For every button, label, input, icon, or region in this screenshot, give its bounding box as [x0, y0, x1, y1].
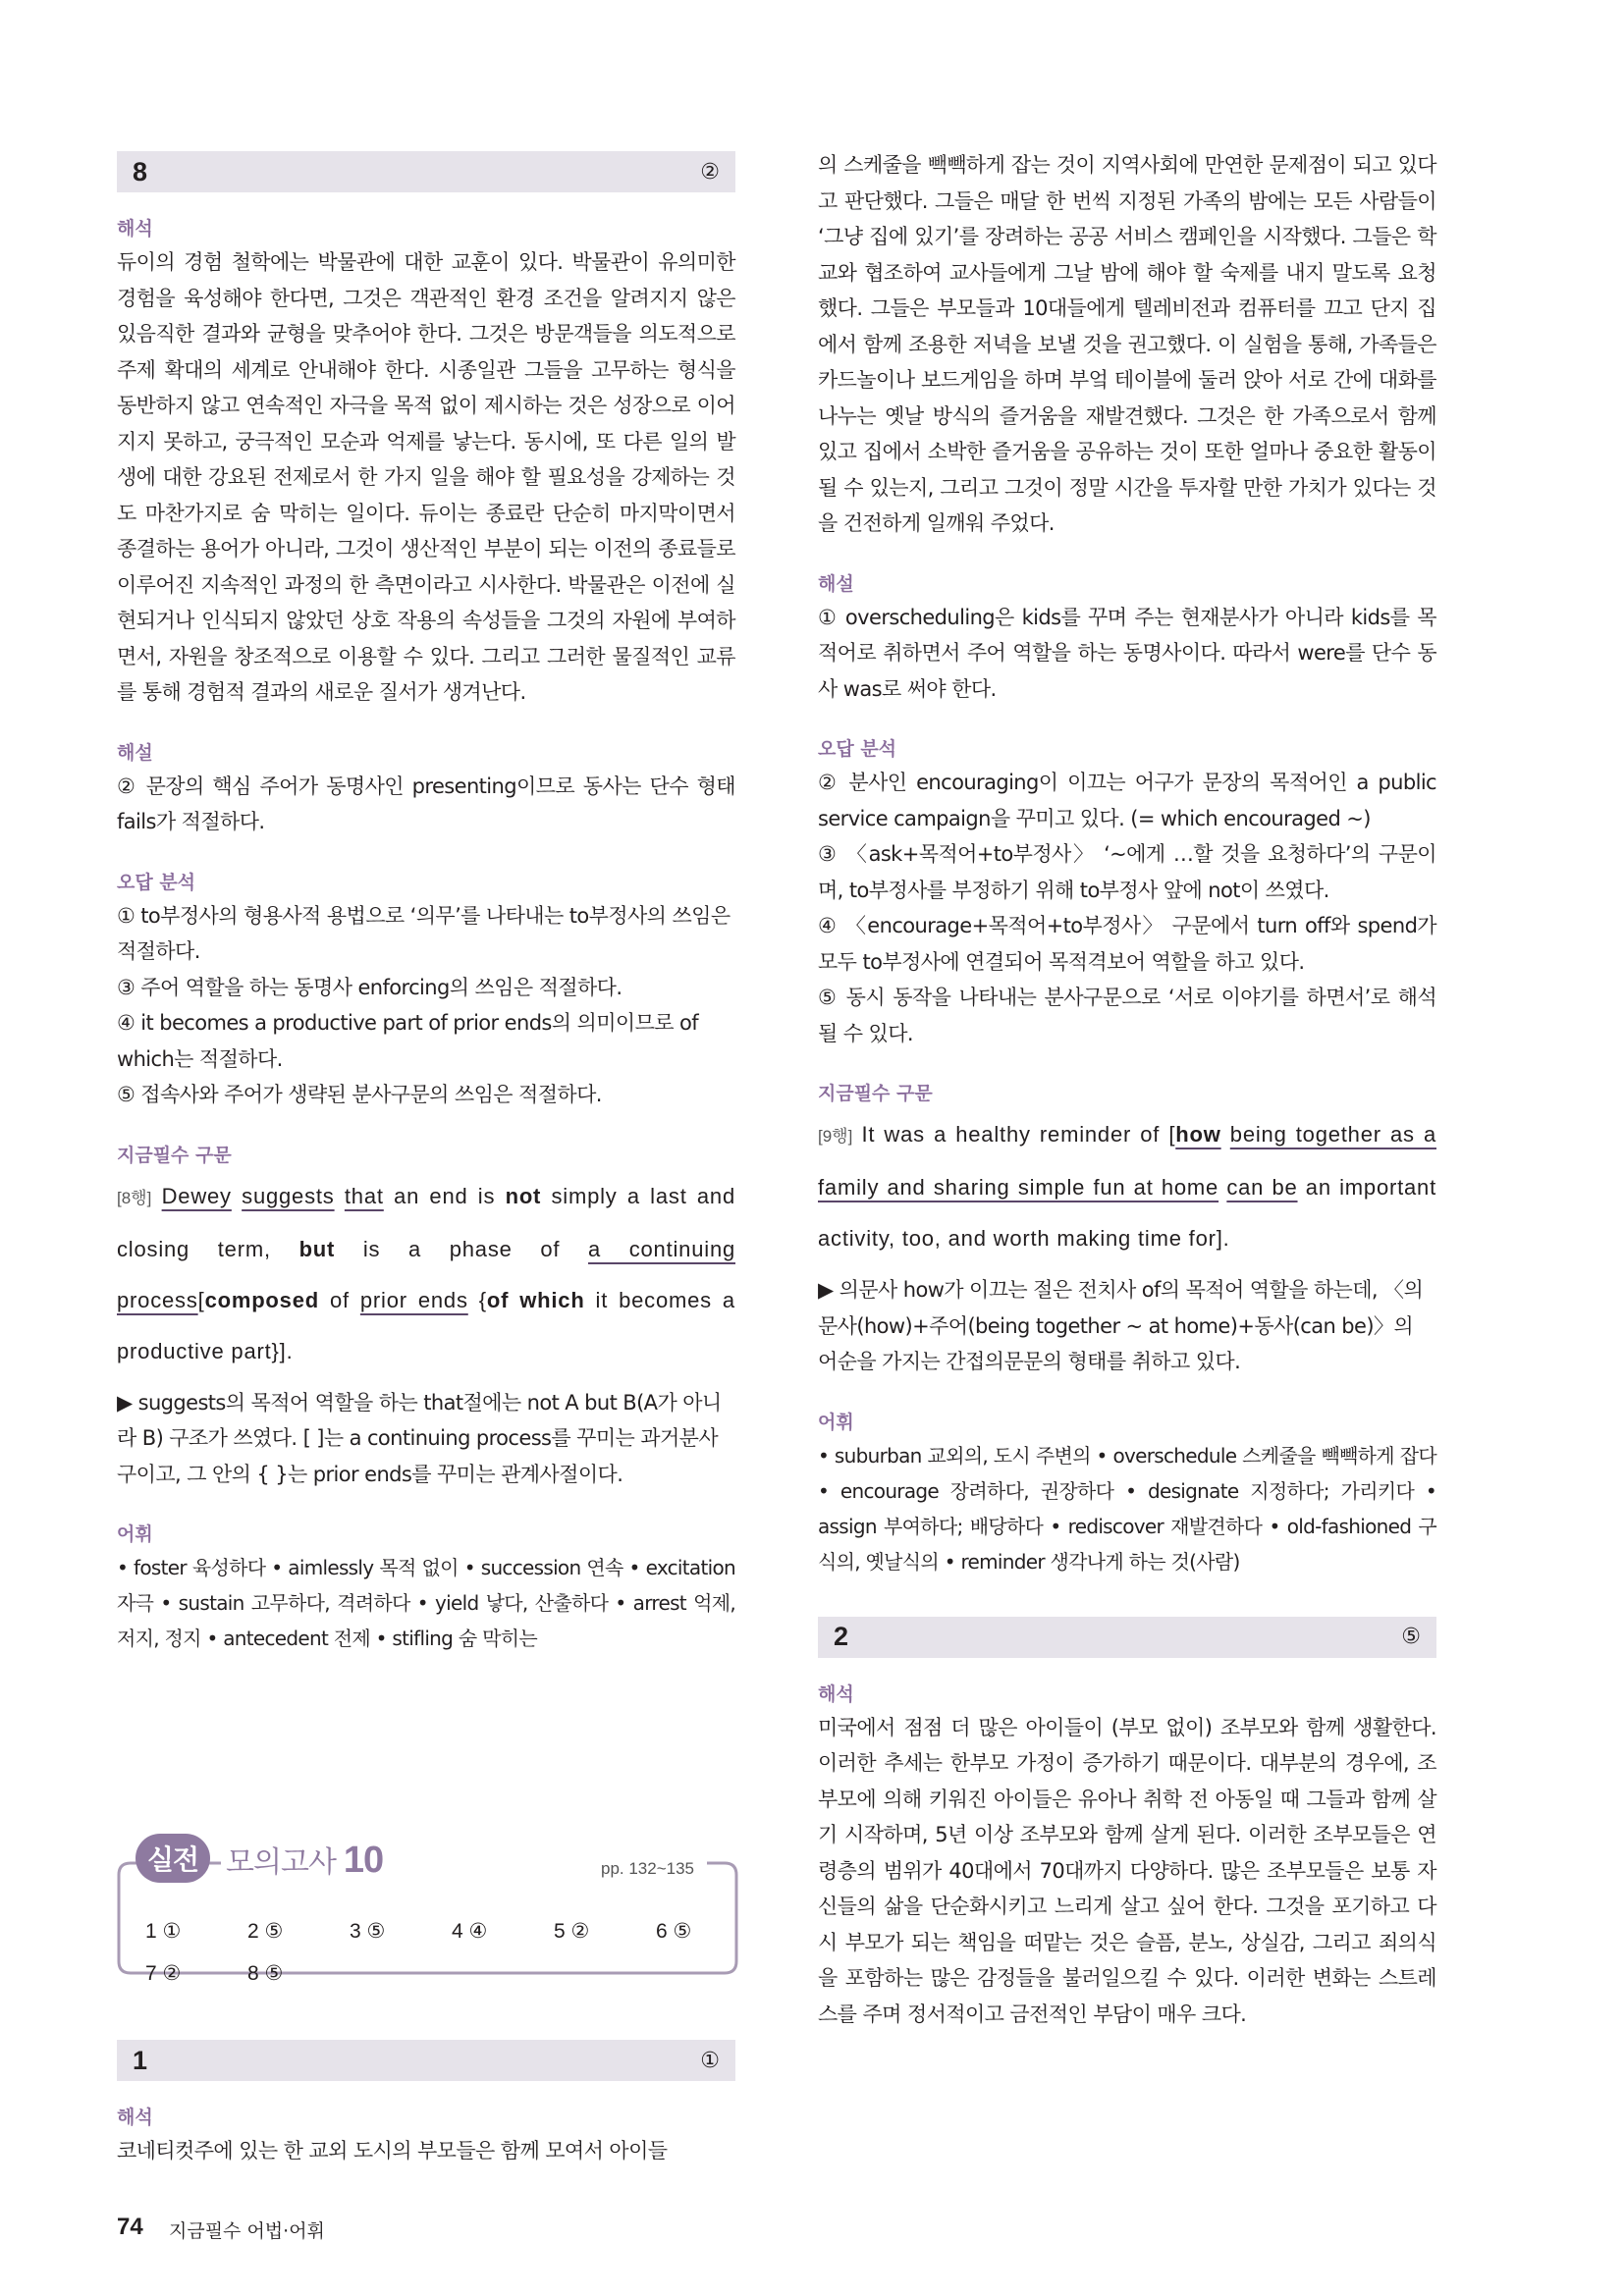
- answer-item: 8 ⑤: [247, 1962, 284, 1985]
- syntax-label-brand: 지금필수: [117, 1144, 189, 1166]
- summary-title: [226, 1838, 383, 1882]
- sentence-fragment: simply a last and closing term,: [117, 1183, 735, 1261]
- wrong-answer-item: ① to부정사의 형용사적 용법으로 ‘의무’를 나타내는 to부정사의 쓰임은 적절하다.: [117, 903, 731, 963]
- right-column: [818, 147, 1436, 2032]
- footer-title: 지금필수 어법·어휘: [169, 2220, 325, 2242]
- syntax-note: ▶ suggests의 목적어 역할을 하는 that절에는 not A but B(A가 아니라 B) 구조가 쓰였다. [ ]는 a continuing process를 꾸미는 과거분사구이고, 그 안의 { }는 prior ends를 꾸미는 관계사절이다.: [117, 1390, 722, 1486]
- wrong-answer-item: ④ 〈encourage+목적어+to부정사〉 구문에서 turn off와 spend가 모두 to부정사에 연결되어 목적격보어 역할을 하고 있다.: [818, 914, 1436, 974]
- wh-word: how: [1175, 1122, 1221, 1147]
- question-answer: ⑤: [1401, 1625, 1421, 1649]
- question-answer: ②: [700, 159, 720, 185]
- subject-phrase: being together as a family and sharing simple fun at home: [818, 1122, 1436, 1200]
- sentence-fragment: it becomes a productive part}].: [117, 1287, 735, 1363]
- wrong-answer-item: ② 분사인 encouraging이 이끄는 어구가 문장의 목적어인 a public service campaign을 꾸미고 있다. (= which encouraged ~): [818, 771, 1436, 830]
- section-label-translation: 해석: [117, 2107, 153, 2128]
- page-number: 74: [117, 2214, 143, 2240]
- translation-text: 미국에서 점점 더 많은 아이들이 (부모 없이) 조부모와 함께 생활한다. 이러한 추세는 한부모 가정이 증가하기 때문이다. 대부분의 경우에, 조부모에 의해 키워진 아이들은 유아나 취학 전 아동일 때 그들과 함께 살기 시작하며, 5년 이상 조부모와 함께 살게 된다. 이러한 조부모들은 연령층의 범위가 40대에서 70대까지 다양하다. 많은 조부모들은 보통 자신들의 삶을 단순화시키고 느리게 살고 싶어 한다. 그것을 포기하고 다시 부모가 되는 책임을 떠맡는 것은 슬픔, 분노, 상실감, 그리고 죄의식을 포함하는 많은 감정들을 불러일으킬 수 있다. 이러한 변화는 스트레스를 주며 정서적이고 금전적인 부담이 매우 크다.: [818, 1715, 1436, 2026]
- summary-pages: pp. 132~135: [595, 1859, 700, 1879]
- sentence-fragment: of: [329, 1287, 350, 1312]
- syntax-label-word: 구문: [189, 1144, 232, 1166]
- summary-title-text: 모의고사: [226, 1845, 336, 1880]
- section-label-vocab: 어휘: [818, 1411, 854, 1433]
- question-1-block: [117, 2040, 735, 2169]
- answer-item: 5 ②: [554, 1920, 590, 1943]
- section-label-vocab: 어휘: [117, 1523, 153, 1545]
- section-label-translation: 해석: [117, 218, 153, 240]
- explanation-text: ① overscheduling은 kids를 꾸며 주는 현재분사가 아니라 kids를 목적어로 취하면서 주어 역할을 하는 동명사이다. 따라서 were를 단수 동사 was로 써야 한다.: [818, 605, 1436, 701]
- syntax-note: ▶ 의문사 how가 이끄는 절은 전치사 of의 목적어 역할을 하는데, 〈의문사(how)+주어(being together ~ at home)+동사(can be)〉의 어순을 가지는 간접의문문의 형태를 취하고 있다.: [818, 1278, 1424, 1373]
- translation-text-start: 코네티컷주에 있는 한 교외 도시의 부모들은 함께 모여서 아이들: [117, 2139, 668, 2163]
- question-number: 1: [133, 2045, 148, 2075]
- bracket-open: [: [197, 1287, 205, 1312]
- question-answer: ①: [700, 2048, 720, 2073]
- translation-text: 듀이의 경험 철학에는 박물관에 대한 교훈이 있다. 박물관이 유의미한 경험을 육성해야 한다면, 그것은 객관적인 환경 조건을 알려지지 않은 있음직한 결과와 균형을 맞추어야 한다. 그것은 방문객들을 의도적으로 주제 확대의 세계로 안내해야 한다. 시종일관 그들을 고무하는 형식을 동반하지 않고 연속적인 자극을 목적 없이 제시하는 것은 성장으로 이어지지 못하고, 궁극적인 모순과 억제를 낳는다. 동시에, 또 다른 일의 발생에 대한 강요된 전제로서 한 가지 일을 해야 할 필요성을 강제하는 것도 마찬가지로 숨 막히는 일이다. 듀이는 종료란 단순히 마지막이면서 종결하는 용어가 아니라, 그것이 생산적인 부분이 되는 이전의 종료들로 이루어진 지속적인 과정의 한 측면이라고 시사한다. 박물관은 이전에 실현되거나 인식되지 않았던 상호 작용의 속성들을 그것의 자원에 부여하면서, 자원을 창조적으로 이용할 수 있다. 그리고 그러한 물질적인 교류를 통해 경험적 결과의 새로운 질서가 생겨난다.: [117, 250, 735, 704]
- keyword-but: but: [298, 1236, 336, 1261]
- section-label-wrong-answers: 오답 분석: [818, 738, 897, 760]
- keyword-composed: composed: [204, 1287, 319, 1312]
- sentence-fragment: an end is: [394, 1183, 496, 1208]
- wrong-answer-item: ③ 주어 역할을 하는 동명사 enforcing의 쓰임은 적절하다.: [117, 975, 623, 999]
- answer-item: 3 ⑤: [350, 1920, 386, 1943]
- wrong-answer-item: ③ 〈ask+목적어+to부정사〉 ‘~에게 …할 것을 요청하다’의 구문이며, to부정사를 부정하기 위해 to부정사 앞에 not이 쓰였다.: [818, 842, 1436, 902]
- verb-word: suggests: [242, 1183, 335, 1208]
- summary-badge: 실전: [135, 1834, 210, 1883]
- sentence-fragment: an important activity, too, and worth making time for].: [818, 1175, 1436, 1251]
- answer-item: 1 ①: [145, 1920, 182, 1943]
- translation-text-cont: 의 스케줄을 빽빽하게 잡는 것이 지역사회에 만연한 문제점이 되고 있다고 판단했다. 그들은 매달 한 번씩 지정된 가족의 밤에는 모든 사람들이 ‘그냥 집에 있기’를 장려하는 공공 서비스 캠페인을 시작했다. 그들은 학교와 협조하여 교사들에게 그날 밤에 해야 할 숙제를 내지 말도록 요청했다. 그들은 부모들과 10대들에게 텔레비전과 컴퓨터를 끄고 단지 집에서 함께 조용한 저녁을 보낼 것을 권고했다. 이 실험을 통해, 가족들은 카드놀이나 보드게임을 하며 부엌 테이블에 둘러 앉아 서로 간에 대화를 나누는 옛날 방식의 즐거움을 재발견했다. 그것은 한 가족으로서 함께 있고 집에서 소박한 즐거움을 공유하는 것이 또한 얼마나 중요한 활동이 될 수 있는지, 그리고 그것이 정말 시간을 투자할 만한 가치가 있다는 것을 건전하게 일깨워 주었다.: [818, 153, 1436, 535]
- section-label-syntax: [818, 1079, 1436, 1105]
- wrong-answer-item: ⑤ 접속사와 주어가 생략된 분사구문의 쓰임은 적절하다.: [117, 1083, 602, 1106]
- wrong-answer-item: ⑤ 동시 동작을 나타내는 분사구문으로 ‘서로 이야기를 하면서’로 해석될 수 있다.: [818, 986, 1436, 1045]
- section-label-explanation: 해설: [818, 572, 854, 595]
- keyword-of-which: of which: [486, 1287, 585, 1312]
- wrong-answer-item: ④ it becomes a productive part of prior ends의 의미이므로 of which는 적절하다.: [117, 1011, 699, 1071]
- question-number: 8: [133, 156, 148, 187]
- sentence-fragment: It was a healthy reminder of [: [861, 1122, 1176, 1147]
- sentence-fragment: is a phase of: [362, 1236, 561, 1261]
- answer-row-2: [145, 1961, 350, 1986]
- continuing-process-phrase: a continuing process: [117, 1236, 736, 1312]
- question-number: 2: [834, 1622, 849, 1651]
- syntax-label-brand: 지금필수: [818, 1083, 891, 1104]
- prior-ends-phrase: prior ends: [359, 1287, 468, 1312]
- answer-item: 7 ②: [145, 1962, 182, 1985]
- verb-phrase: can be: [1226, 1175, 1298, 1200]
- explanation-text: ② 문장의 핵심 주어가 동명사인 presenting이므로 동사는 단수 형태 fails가 적절하다.: [117, 774, 735, 833]
- keyword-not: not: [505, 1183, 542, 1208]
- section-label-translation: 해석: [818, 1682, 854, 1705]
- summary-title-number: 10: [343, 1840, 384, 1881]
- vocab-text: • foster 육성하다 • aimlessly 목적 없이 • succession 연속 • excitation 자극 • sustain 고무하다, 격려하다 • yield 낳다, 산출하다 • arrest 억제, 저지, 정지 • antecedent 전제 • stifling 숨 막히는: [117, 1556, 735, 1650]
- syntax-label-word: 구문: [890, 1083, 933, 1104]
- vocab-text: • suburban 교외의, 도시 주변의 • overschedule 스케줄을 빽빽하게 잡다 • encourage 장려하다, 권장하다 • designate 지정하다; 가리키다 • assign 부여하다; 배당하다 • rediscover 재발견하다 • old-fashioned 구식의, 옛날식의 • reminder 생각나게 하는 것(사람): [818, 1443, 1436, 1574]
- section-label-explanation: 해설: [117, 741, 153, 764]
- question-1-header: [117, 2040, 735, 2081]
- answer-row-1: [145, 1919, 758, 1944]
- answer-item: 4 ④: [452, 1920, 488, 1943]
- brace-open: {: [478, 1287, 487, 1312]
- section-label-wrong-answers: 오답 분석: [117, 871, 196, 893]
- question-2-header: [818, 1617, 1436, 1658]
- answer-item: 2 ⑤: [247, 1920, 284, 1943]
- subject-word: Dewey: [161, 1183, 232, 1208]
- syntax-sentence: [818, 1109, 1436, 1264]
- answer-item: 6 ⑤: [656, 1920, 692, 1943]
- conjunction-word: that: [344, 1183, 384, 1208]
- line-tag: [9행]: [818, 1127, 853, 1146]
- line-tag: [8행]: [117, 1188, 152, 1207]
